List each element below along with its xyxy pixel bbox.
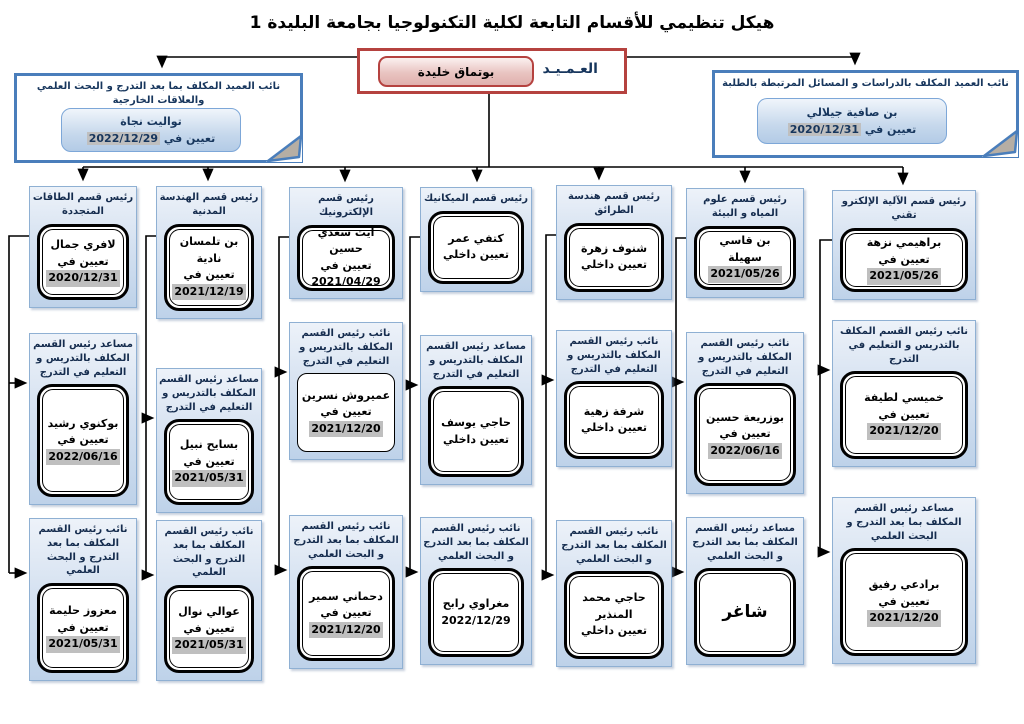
dean-box [357,48,627,94]
dept-5-bottom-panel [556,520,672,667]
dept-2-middle-name: بسايح نبيل [179,438,239,452]
dept-5-head-name-inner [569,228,659,287]
dept-7-head-role: رئيس قسم الآلية الإلكترو تقني [841,196,967,221]
appointment-date: 2021/12/20 [309,421,382,438]
appointed-label: تعيين في [878,407,930,421]
dept-7-middle-panel [832,320,976,467]
vice-dean-postgrad-date-line [62,130,240,147]
appointed-label: تعيين في [183,454,235,468]
dept-1-bottom-name-box [37,583,129,673]
dept-7-middle-role: نائب رئيس القسم المكلف بالتدريس و التعليم في التدرج [839,326,969,365]
dept-3-middle-panel [289,322,403,460]
dept-5-middle-name-inner [569,386,659,454]
dept-2-bottom-role: نائب رئيس القسم المكلف بما بعد التدرج و البحث العلمي [164,526,254,579]
dept-2-bottom-name-box [164,585,254,673]
appointment-date: 2021/05/26 [867,268,940,285]
dept-1-bottom-name-inner [42,588,124,668]
dept-6-bottom-name-box [694,568,796,657]
dept-2-middle-role: مساعد رئيس القسم المكلف بالتدريس و التعليم في التدرج [159,374,259,413]
dept-6-head-role: رئيس قسم علوم المياه و البيئة [703,194,787,219]
dept-2-bottom-panel [156,520,262,681]
appointed-label: تعيين في [878,594,930,608]
appointment-date: 2021/12/20 [867,610,940,627]
dept-7-middle-name-inner [845,376,963,454]
folded-corner-icon [266,134,302,162]
dept-4-bottom-panel [420,517,532,665]
appointment-date: 2021/05/31 [172,470,245,487]
dept-5-head-name: شنوف زهرة [580,241,648,255]
dept-1-middle-role: مساعد رئيس القسم المكلف بالتدريس و التعليم في التدرج [33,339,133,378]
dept-1-bottom-name: معزوز حليمة [49,604,117,618]
dept-2-middle-panel [156,368,262,513]
vice-dean-studies-box [712,70,1019,158]
dept-2-bottom-name-inner [169,590,249,668]
appointment-date: 2021/04/29 [311,275,381,289]
appointed-label: تعيين في [320,606,372,620]
dept-2-head-name: بن تلمسان نادية [179,235,239,265]
dept-1-head-name: لافري جمال [50,238,116,252]
dept-4-bottom-role: نائب رئيس القسم المكلف بما بعد التدرج و البحث العلمي [423,523,529,562]
appointed-label: تعيين في [719,427,771,441]
appointed-label: تعيين داخلي [443,432,510,446]
dept-5-bottom-name: حاجي محمد المنذير [582,591,646,621]
appointed-label: تعيين في [864,123,917,136]
dept-4-head-name: كتفي عمر [448,231,504,245]
dept-3-bottom-name: دحماني سمير [309,589,383,603]
dept-6-head-name-inner [699,231,791,285]
vice-dean-postgrad-role: نائب العميد المكلف بما بعد التدرج و البحث العلمي والعلاقات الخارجية [36,81,281,106]
appointed-label: تعيين في [320,258,372,272]
vice-dean-studies-role: نائب العميد المكلف بالدراسات و المسائل المرتبطة بالطلبة [722,78,1009,89]
appointment-date: 2022/06/16 [708,443,781,460]
dept-3-bottom-role: نائب رئيس القسم المكلف بما بعد التدرج و البحث العلمي [293,521,399,560]
dept-6-bottom-name-inner [699,573,791,652]
appointed-label: تعيين في [57,433,109,447]
vice-dean-postgrad-name-box [61,108,241,152]
vice-dean-postgrad-name: تواليت نجاة [120,114,182,128]
dept-6-middle-name-box [694,383,796,486]
appointment-date: 2022/06/16 [46,449,119,466]
dept-6-head-panel [686,188,804,298]
vice-dean-studies-name: بن صافية جيلالي [806,105,898,119]
dept-7-head-name-box [840,228,968,292]
dept-5-middle-name: شرفة زهية [583,404,645,418]
dept-3-bottom-panel [289,515,403,669]
dept-2-middle-name-box [164,419,254,505]
vice-dean-studies-date-line [758,121,946,138]
dept-7-bottom-panel [832,497,976,664]
dean-name-box [378,56,534,87]
folded-corner-icon [982,129,1018,157]
dept-4-middle-role: مساعد رئيس القسم المكلف بالتدريس و التعليم في التدرج [426,341,526,380]
dept-5-middle-role: نائب رئيس القسم المكلف بالتدريس و التعليم في التدرج [567,336,661,375]
dept-4-head-panel [420,187,532,292]
dept-3-head-role: رئيس قسم الإلكترونيك [318,193,374,218]
dept-1-middle-name-inner [42,389,124,492]
dept-5-head-panel [556,185,672,300]
dept-6-head-name-box [694,226,796,290]
dept-3-head-name-box [297,225,395,291]
dept-1-head-panel [29,186,137,308]
appointment-date: 2021/05/31 [172,637,245,654]
dept-1-bottom-panel [29,518,137,681]
dept-7-head-name: براهيمي نزهة [866,236,942,250]
dept-7-middle-name-box [840,371,968,459]
dean-name: بوتماق خليدة [417,64,495,79]
dept-1-head-role: رئيس قسم الطاقات المتجددة [32,192,134,217]
dept-5-middle-name-box [564,381,664,459]
appointed-label: تعيين داخلي [443,248,510,262]
dept-6-bottom-role: مساعد رئيس القسم المكلف بما بعد التدرج و البحث العلمي [692,523,798,562]
appointment-date: 2020/12/31 [789,123,860,136]
appointed-label: تعيين في [57,620,109,634]
dept-2-bottom-name: عوالي نوال [178,605,240,619]
dept-3-head-name-inner [302,225,390,289]
appointed-label: تعيين في [57,254,109,268]
dept-6-middle-panel [686,332,804,494]
dept-4-head-role: رئيس قسم الميكانيك [424,193,528,204]
appointed-label: تعيين في [183,621,235,635]
dept-3-middle-role: نائب رئيس القسم المكلف بالتدريس و التعليم في التدرج [299,328,393,367]
dept-4-middle-panel [420,335,532,485]
dept-1-middle-name: بوكنوي رشيد [47,416,119,430]
dept-6-middle-name-inner [699,388,791,481]
dept-1-middle-name-box [37,384,129,497]
dept-2-head-panel [156,186,262,319]
dept-7-bottom-name-box [840,548,968,656]
dept-2-head-name-inner [169,229,249,306]
appointment-date: 2021/05/26 [708,266,781,283]
dept-4-bottom-name: مغراوي رابح [442,597,510,611]
dept-7-bottom-name-inner [845,553,963,651]
appointed-label: تعيين في [163,132,216,145]
dept-7-bottom-name: برادعي رفيق [868,578,940,592]
dept-7-bottom-role: مساعد رئيس القسم المكلف بما بعد التدرج و البحث العلمي [846,503,962,542]
dept-5-bottom-role: نائب رئيس القسم المكلف بما بعد التدرج و البحث العلمي [561,526,667,565]
dept-3-bottom-name-box [297,566,395,661]
dept-5-head-role: رئيس قسم هندسة الطرائق [568,191,660,216]
appointed-label: تعيين داخلي [581,624,648,638]
dept-3-bottom-name-inner [302,571,390,656]
dept-7-head-panel [832,190,976,300]
dept-1-head-name-box [37,224,129,300]
dept-4-head-name-box [428,211,524,284]
dept-5-bottom-name-inner [569,576,659,654]
dept-5-head-name-box [564,223,664,292]
dept-3-middle-name-box [297,373,395,452]
dept-6-bottom-name: شاغر [722,601,768,622]
dept-7-middle-name: خميسي لطيفة [864,391,944,405]
appointment-date: 2020/12/31 [46,270,119,287]
dept-6-middle-role: نائب رئيس القسم المكلف بالتدريس و التعليم في التدرج [698,338,792,377]
appointment-date: 2021/05/31 [46,636,119,653]
dept-3-middle-name-inner [298,374,394,451]
dept-3-head-name: أيت سعدي حسين [317,225,375,256]
dept-4-middle-name-inner [433,391,519,472]
appointed-label: تعيين داخلي [581,258,648,272]
appointment-date: 2022/12/29 [88,132,159,145]
dept-2-middle-name-inner [169,424,249,500]
dept-4-middle-name: حاجي يوسف [441,416,511,430]
appointed-label: تعيين في [183,268,235,282]
appointed-label: تعيين في [878,252,930,266]
appointment-date: 2021/12/19 [172,284,245,301]
dept-4-head-name-inner [433,216,519,279]
dept-4-bottom-name-inner [433,573,519,652]
vice-dean-studies-name-box [757,98,947,144]
appointment-date: 2022/12/29 [441,613,511,627]
appointed-label: تعيين داخلي [581,421,648,435]
appointment-date: 2021/12/20 [867,423,940,440]
dept-6-head-name: بن قاسي سهيلة [719,234,771,264]
appointment-date: 2021/12/20 [309,622,382,639]
dept-2-head-role: رئيس قسم الهندسة المدنية [159,192,259,217]
dept-3-head-panel [289,187,403,299]
dept-1-head-name-inner [42,229,124,295]
dept-3-middle-name: عميروش نسرين [301,388,391,402]
dept-1-middle-panel [29,333,137,505]
dept-6-bottom-panel [686,517,804,665]
dept-1-bottom-role: نائب رئيس القسم المكلف بما بعد التدرج و البحث العلمي [38,524,128,577]
dept-2-head-name-box [164,224,254,311]
appointed-label: تعيين في [320,405,372,419]
chart-title: هيكل تنظيمي للأقسام التابعة لكلية التكنولوجيا بجامعة البليدة 1 [249,13,775,33]
dean-title-label: العـمـيـد [542,61,598,77]
dept-5-middle-panel [556,330,672,467]
dept-4-bottom-name-box [428,568,524,657]
dept-6-middle-name: بوزريعة حسين [705,410,785,424]
dept-7-head-name-inner [845,233,963,287]
vice-dean-postgrad-box [14,73,303,163]
dept-4-middle-name-box [428,386,524,477]
dept-5-bottom-name-box [564,571,664,659]
